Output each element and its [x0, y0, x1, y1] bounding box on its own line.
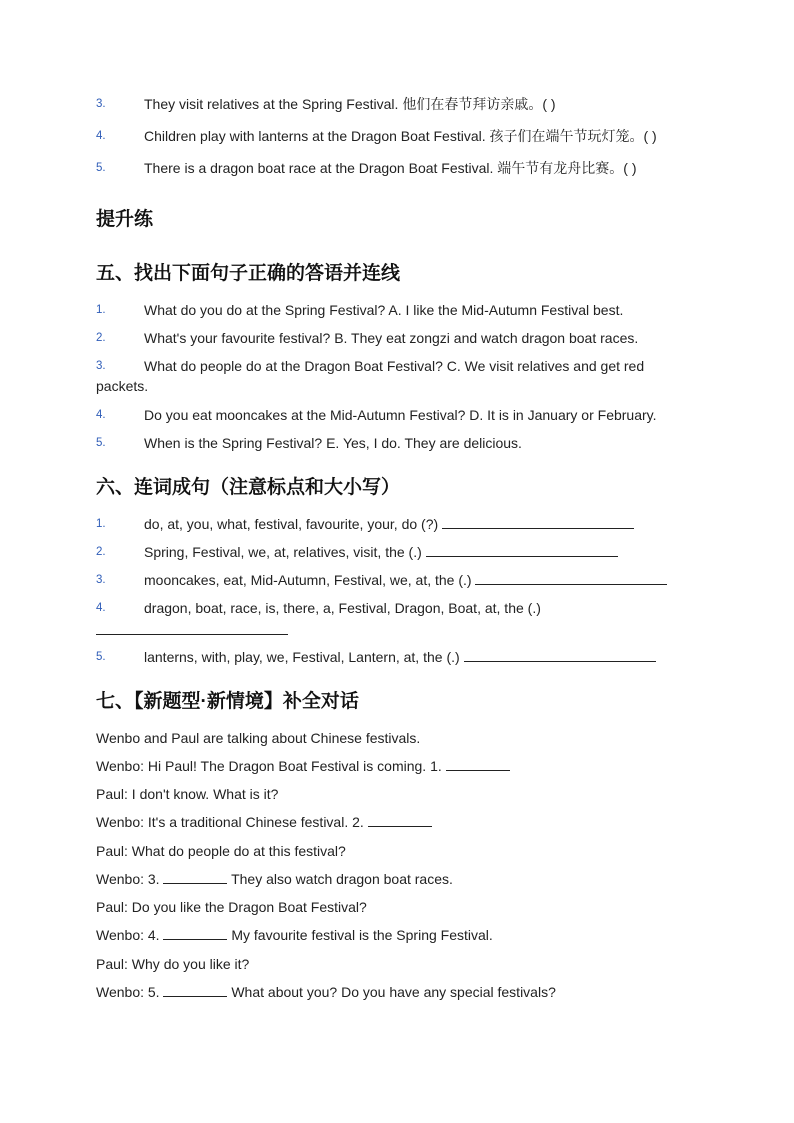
dialogue-line-2: Paul: I don't know. What is it?: [96, 786, 279, 802]
section-7-title: 七、【新题型·新情境】补全对话: [96, 691, 359, 712]
answer-blank[interactable]: [475, 570, 667, 585]
dialogue-line-6: Paul: Do you like the Dragon Boat Festival?: [96, 899, 367, 915]
item-text: What do people do at the Dragon Boat Festival? C. We visit relatives and get red: [144, 358, 645, 374]
answer-blank[interactable]: [446, 756, 510, 771]
dialogue-intro: Wenbo and Paul are talking about Chinese festivals.: [96, 730, 421, 746]
item-number: 3.: [96, 574, 106, 586]
answer-blank-wrap: [96, 620, 288, 640]
item-number: 4.: [96, 409, 106, 421]
item-number: 4.: [96, 602, 106, 614]
item-text: do, at, you, what, festival, favourite, your, do (?): [144, 514, 634, 534]
item-text: They visit relatives at the Spring Festival. 他们在春节拜访亲戚。( ): [144, 96, 556, 112]
section-6-title: 六、连词成句（注意标点和大小写）: [96, 477, 401, 498]
item-text: mooncakes, eat, Mid-Autumn, Festival, we, at, the (.): [144, 570, 667, 590]
dialogue-line-9: Wenbo: 5. What about you? Do you have any special festivals?: [96, 984, 556, 1000]
item-text: There is a dragon boat race at the Dragon Boat Festival. 端午节有龙舟比赛。( ): [144, 160, 637, 176]
item-text: lanterns, with, play, we, Festival, Lantern, at, the (.): [144, 647, 656, 667]
item-text: Spring, Festival, we, at, relatives, visit, the (.): [144, 542, 618, 562]
dialogue-line-3: Wenbo: It's a traditional Chinese festival. 2.: [96, 812, 432, 832]
item-number: 2.: [96, 546, 106, 558]
dialogue-line-8: Paul: Why do you like it?: [96, 956, 250, 972]
item-text: When is the Spring Festival? E. Yes, I do. They are delicious.: [144, 435, 522, 451]
item-number: 5.: [96, 437, 106, 449]
answer-blank[interactable]: [442, 514, 634, 529]
item-number: 1.: [96, 304, 106, 316]
answer-blank[interactable]: [426, 542, 618, 557]
item-text-wrap: packets.: [96, 378, 149, 394]
item-number: 5.: [96, 651, 106, 663]
item-text: What's your favourite festival? B. They eat zongzi and watch dragon boat races.: [144, 330, 639, 346]
item-number: 5.: [96, 162, 106, 174]
answer-blank[interactable]: [163, 982, 227, 997]
answer-blank[interactable]: [368, 812, 432, 827]
item-number: 1.: [96, 518, 106, 530]
dialogue-line-1: Wenbo: Hi Paul! The Dragon Boat Festival is coming. 1.: [96, 756, 510, 776]
item-number: 3.: [96, 360, 106, 372]
answer-blank[interactable]: [464, 647, 656, 662]
item-text: dragon, boat, race, is, there, a, Festival, Dragon, Boat, at, the (.): [144, 600, 541, 616]
sub-heading: 提升练: [96, 209, 154, 230]
answer-blank[interactable]: [163, 925, 227, 940]
dialogue-line-7: Wenbo: 4. My favourite festival is the Spring Festival.: [96, 927, 493, 943]
item-number: 3.: [96, 98, 106, 110]
dialogue-line-4: Paul: What do people do at this festival?: [96, 843, 346, 859]
section-5-title: 五、找出下面句子正确的答语并连线: [96, 263, 401, 284]
item-text: Children play with lanterns at the Dragon Boat Festival. 孩子们在端午节玩灯笼。( ): [144, 128, 657, 144]
item-number: 2.: [96, 332, 106, 344]
answer-blank[interactable]: [96, 620, 288, 635]
item-text: What do you do at the Spring Festival? A. I like the Mid-Autumn Festival best.: [144, 302, 624, 318]
item-text: Do you eat mooncakes at the Mid-Autumn Festival? D. It is in January or February.: [144, 407, 657, 423]
answer-blank[interactable]: [163, 869, 227, 884]
dialogue-line-5: Wenbo: 3. They also watch dragon boat races.: [96, 871, 453, 887]
item-number: 4.: [96, 130, 106, 142]
